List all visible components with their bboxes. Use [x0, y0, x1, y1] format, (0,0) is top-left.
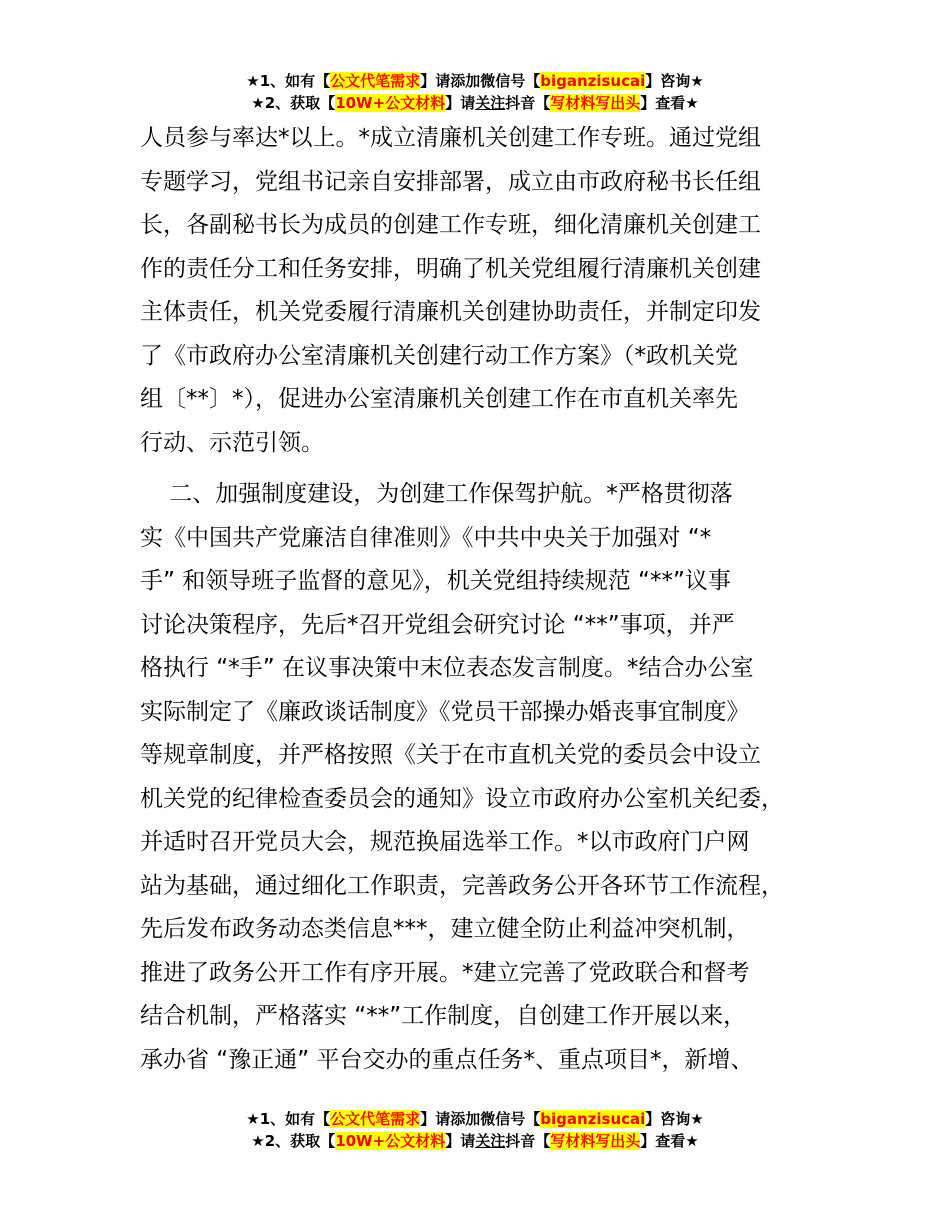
banner-highlight: 公文代笔需求 [330, 1110, 421, 1128]
banner-highlight: 公文代笔需求 [330, 72, 421, 90]
banner-text: 】咨询★ [645, 1110, 704, 1128]
text-line: 作的责任分工和任务安排，明确了机关党组履行清廉机关创建 [140, 255, 761, 282]
banner-underlined-text: 关注 [475, 1132, 506, 1150]
text-line: 讨论决策程序，先后*召开党组会研究讨论 “**”事项，并严 [140, 611, 735, 638]
text-line: 站为基础，通过细化工作职责，完善政务公开各环节工作流程， [140, 872, 784, 899]
document-body [140, 117, 820, 1082]
footer-banner [0, 1108, 950, 1152]
banner-text: ★2、获取【 [251, 94, 336, 112]
text-line: 了《市政府办公室清廉机关创建行动工作方案》（*政机关党 [140, 342, 738, 369]
banner-line-1 [0, 70, 950, 92]
banner-text: 抖音【 [505, 94, 551, 112]
text-line: 人员参与率达*以上。*成立清廉机关创建工作专班。通过党组 [140, 125, 761, 151]
text-line: 推进了政务公开工作有序开展。*建立完善了党政联合和督考 [140, 959, 750, 986]
text-line: 承办省 “豫正通” 平台交办的重点任务*、重点项目*，新增、 [140, 1046, 754, 1073]
banner-highlight: 10W+公文材料 [335, 94, 446, 112]
text-line: 主体责任，机关党委履行清廉机关创建协助责任，并制定印发 [140, 299, 761, 325]
banner-text: 抖音【 [505, 1132, 551, 1150]
text-line: 格执行 “*手” 在议事决策中末位表态发言制度。*结合办公室 [140, 655, 754, 681]
text-line: 等规章制度，并严格按照《关于在市直机关党的委员会中设立 [140, 742, 761, 768]
text-line: 实《中国共产党廉洁自律准则》《中共中央关于加强对 “* [140, 524, 712, 551]
banner-line-1 [0, 1108, 950, 1130]
banner-text: 】查看★ [640, 1132, 699, 1150]
text-line: 手” 和领导班子监督的意见》，机关党组持续规范 “**”议事 [140, 568, 731, 594]
banner-text: 】请添加微信号【 [420, 1110, 541, 1128]
text-line: 二、加强制度建设，为创建工作保驾护航。*严格贯彻落 [140, 481, 733, 507]
text-line: 实际制定了《廉政谈话制度》《党员干部操办婚丧事宜制度》 [140, 698, 750, 725]
banner-text: 】查看★ [640, 94, 699, 112]
text-line: 结合机制，严格落实 “**”工作制度，自创建工作开展以来， [140, 1003, 747, 1029]
banner-text: ★1、如有【 [246, 1110, 331, 1128]
banner-highlight: 10W+公文材料 [335, 1132, 446, 1150]
paragraph-gap [140, 465, 820, 473]
banner-text: ★1、如有【 [246, 72, 331, 90]
banner-highlight: 写材料写出头 [550, 94, 641, 112]
paragraph-2 [140, 473, 820, 1082]
banner-line-2 [0, 92, 950, 114]
banner-highlight: 写材料写出头 [550, 1132, 641, 1150]
banner-line-2 [0, 1130, 950, 1152]
text-line: 行动、示范引领。 [140, 429, 324, 456]
text-line: 专题学习，党组书记亲自安排部署，成立由市政府秘书长任组 [140, 168, 761, 195]
banner-text: 】请添加微信号【 [420, 72, 541, 90]
banner-text: 】咨询★ [645, 72, 704, 90]
banner-underlined-text: 关注 [475, 94, 506, 112]
text-line: 并适时召开党员大会，规范换届选举工作。*以市政府门户网 [140, 829, 750, 855]
banner-text: 】请 [445, 94, 476, 112]
banner-text: 】请 [445, 1132, 476, 1150]
banner-text: ★2、获取【 [251, 1132, 336, 1150]
text-line: 长，各副秘书长为成员的创建工作专班，细化清廉机关创建工 [140, 212, 761, 238]
paragraph-1 [140, 117, 820, 465]
banner-highlight: biganzisucai [540, 72, 646, 90]
text-line: 组〔**〕*），促进办公室清廉机关创建工作在市直机关率先 [140, 386, 738, 412]
banner-highlight: biganzisucai [540, 1110, 646, 1128]
text-line: 机关党的纪律检查委员会的通知》设立市政府办公室机关纪委， [140, 785, 784, 812]
text-line: 先后发布政务动态类信息***，建立健全防止利益冲突机制， [140, 916, 750, 942]
header-banner [0, 70, 950, 114]
